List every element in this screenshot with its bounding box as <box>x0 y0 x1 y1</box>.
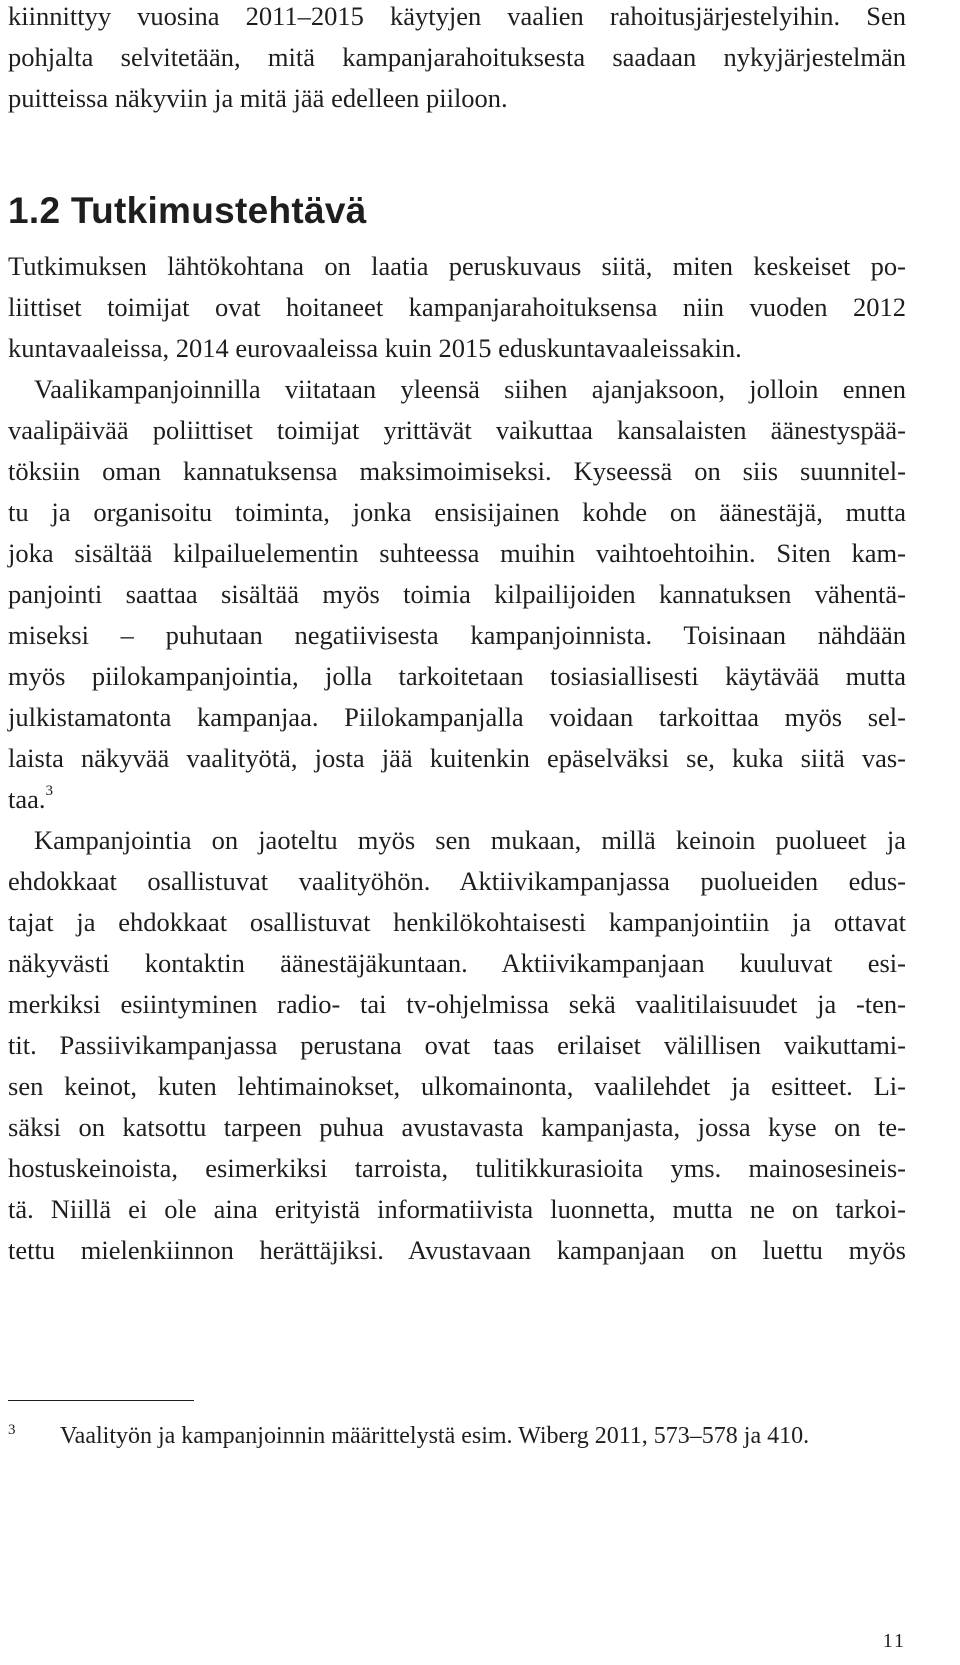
section-heading: 1.2 Tutkimustehtävä <box>8 190 367 231</box>
footnote-text: Vaalityön ja kampanjoinnin määrittelystä esim. Wiberg 2011, 573–578 ja 410. <box>60 1423 810 1449</box>
text-line: myös piilokampanjointia, jolla tarkoitetaan tosiasiallisesti käytävää mutta <box>8 661 906 691</box>
text-line: vaalipäivää poliittiset toimijat yrittävät vaikuttaa kansalaisten äänestyspää- <box>8 415 906 445</box>
page-number: 11 <box>882 1630 906 1652</box>
text-line: ehdokkaat osallistuvat vaalityöhön. Aktiivikampanjassa puolueiden edus- <box>8 866 906 896</box>
text-line: näkyvästi kontaktin äänestäjäkuntaan. Aktiivikampanjaan kuuluvat esi- <box>8 948 906 978</box>
text-line: tä. Niillä ei ole aina erityistä informatiivista luonnetta, mutta ne on tarkoi- <box>8 1194 906 1224</box>
paragraph-3 <box>8 820 906 1271</box>
footnote-reference[interactable]: 3 <box>45 783 54 800</box>
text-line: pohjalta selvitetään, mitä kampanjarahoituksesta saadaan nykyjärjestelmän <box>8 42 906 72</box>
text-line: sen keinot, kuten lehtimainokset, ulkomainonta, vaalilehdet ja esitteet. Li- <box>8 1071 906 1101</box>
section-body <box>8 246 906 1271</box>
text-line: julkistamatonta kampanjaa. Piilokampanjalla voidaan tarkoittaa myös sel- <box>8 702 906 732</box>
text-line: tajat ja ehdokkaat osallistuvat henkilökohtaisesti kampanjointiin ja ottavat <box>8 907 906 937</box>
text-line: merkiksi esiintyminen radio- tai tv-ohjelmissa sekä vaalitilaisuudet ja -ten- <box>8 989 906 1019</box>
text-line <box>8 779 906 820</box>
text-line: joka sisältää kilpailuelementin suhteessa muihin vaihtoehtoihin. Siten kam- <box>8 538 906 568</box>
paragraph-2 <box>8 369 906 820</box>
footnote-separator <box>8 1400 194 1401</box>
text-line: kiinnittyy vuosina 2011–2015 käytyjen vaalien rahoitusjärjestelyihin. Sen <box>8 1 906 31</box>
text-line: panjointi saattaa sisältää myös toimia kilpailijoiden kannatuksen vähentä- <box>8 579 906 609</box>
text-line: tettu mielenkiinnon herättäjiksi. Avustavaan kampanjaan on luettu myös <box>8 1235 906 1265</box>
text-line: miseksi – puhutaan negatiivisesta kampanjoinnista. Toisinaan nähdään <box>8 620 906 650</box>
text-line: töksiin oman kannatuksensa maksimoimiseksi. Kyseessä on siis suunnitel- <box>8 456 906 486</box>
paragraph-1 <box>8 246 906 369</box>
text-line: laista näkyvää vaalityötä, josta jää kuitenkin epäselväksi se, kuka siitä vas- <box>8 743 906 773</box>
text-line: tit. Passiivikampanjassa perustana ovat taas erilaiset välillisen vaikuttami- <box>8 1030 906 1060</box>
footnote-mark: 3 <box>8 1422 16 1438</box>
text-line: säksi on katsottu tarpeen puhua avustavasta kampanjasta, jossa kyse on te- <box>8 1112 906 1142</box>
text-line: puitteissa näkyviin ja mitä jää edelleen piiloon. <box>8 83 508 113</box>
text-line: liittiset toimijat ovat hoitaneet kampanjarahoituksensa niin vuoden 2012 <box>8 292 906 322</box>
text-line: Kampanjointia on jaoteltu myös sen mukaan, millä keinoin puolueet ja <box>34 825 906 855</box>
text-line: hostuskeinoista, esimerkiksi tarroista, tulitikkurasioita yms. mainosesineis- <box>8 1153 906 1183</box>
text-line: kuntavaaleissa, 2014 eurovaaleissa kuin 2015 eduskuntavaaleissakin. <box>8 333 742 363</box>
intro-paragraph <box>8 0 906 119</box>
document-page <box>8 0 906 1665</box>
text-line-content: taa. <box>8 784 46 814</box>
text-line: Vaalikampanjoinnilla viitataan yleensä siihen ajanjaksoon, jolloin ennen <box>34 374 906 404</box>
text-line: Tutkimuksen lähtökohtana on laatia peruskuvaus siitä, miten keskeiset po- <box>8 251 906 281</box>
text-line: tu ja organisoitu toiminta, jonka ensisijainen kohde on äänestäjä, mutta <box>8 497 906 527</box>
